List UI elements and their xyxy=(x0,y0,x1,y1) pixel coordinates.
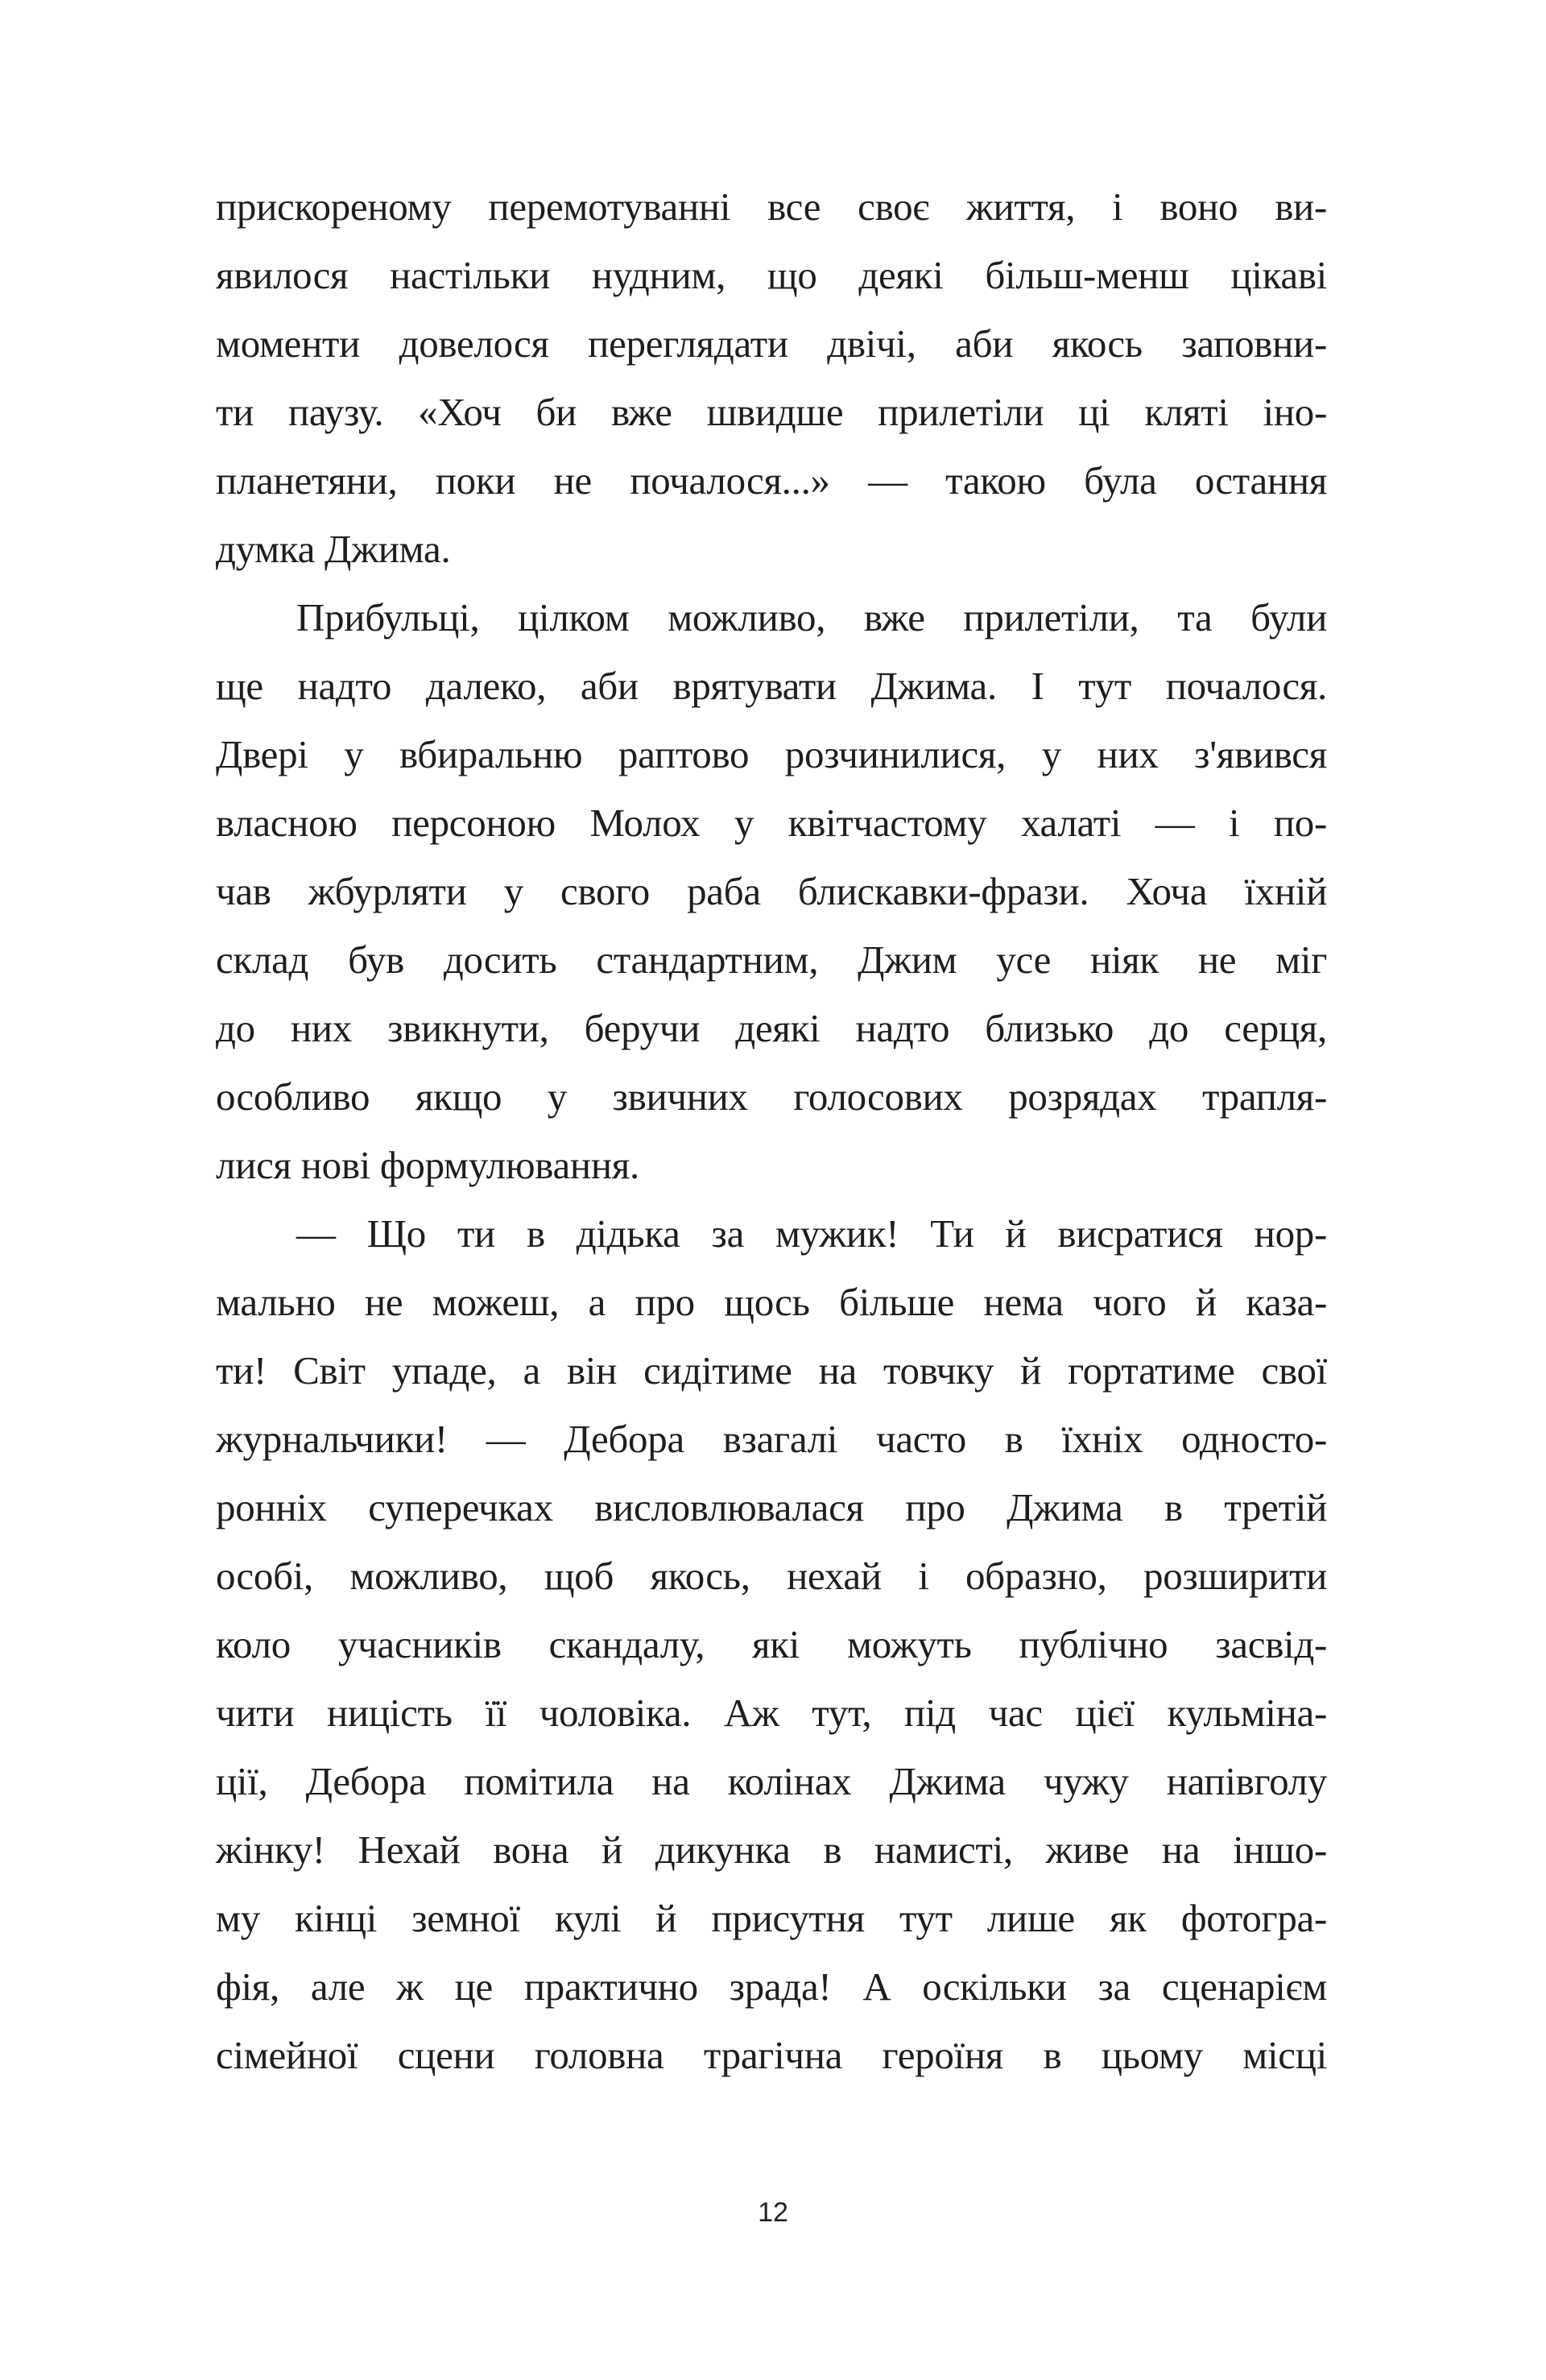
text-line: жінку! Нехай вона й дикунка в намисті, живе на іншо- xyxy=(216,1827,1327,1872)
text-line: ції, Дебора помітила на колінах Джима чужу напівголу xyxy=(216,1759,1327,1803)
text-line: мально не можеш, а про щось більше нема чого й каза- xyxy=(216,1280,1327,1324)
text-line: ще надто далеко, аби врятувати Джима. І тут почалося. xyxy=(216,664,1327,708)
text-line: — Що ти в дідька за мужик! Ти й висратися нор- xyxy=(296,1211,1327,1256)
text-line: думка Джима. xyxy=(216,527,451,571)
text-line: ти! Світ упаде, а він сидітиме на товчку й гортатиме свої xyxy=(216,1348,1327,1393)
text-line: прискореному перемотуванні все своє життя, і воно ви- xyxy=(216,184,1327,229)
text-line: му кінці земної кулі й присутня тут лише як фотогра- xyxy=(216,1896,1327,1940)
text-line: коло учасників скандалу, які можуть публічно засвід- xyxy=(216,1622,1327,1666)
text-line: ти паузу. «Хоч би вже швидше прилетіли ці кляті іно- xyxy=(216,390,1327,434)
paragraph xyxy=(216,583,1327,1199)
text-line: особі, можливо, щоб якось, нехай і образно, розширити xyxy=(216,1554,1327,1598)
paragraph xyxy=(216,172,1327,583)
text-line: журнальчики! — Дебора взагалі часто в їхніх односто- xyxy=(216,1417,1327,1461)
text-line: чав жбурляти у свого раба блискавки-фрази. Хоча їхній xyxy=(216,869,1327,913)
text-line: особливо якщо у звичних голосових розрядах трапля- xyxy=(216,1074,1327,1119)
text-line: явилося настільки нудним, що деякі більш-менш цікаві xyxy=(216,253,1327,297)
text-line: планетяни, поки не почалося...» — такою була остання xyxy=(216,458,1327,503)
text-line: лися нові формулювання. xyxy=(216,1143,639,1187)
paragraph xyxy=(216,1199,1327,2089)
text-line: Прибульці, цілком можливо, вже прилетіли, та були xyxy=(296,595,1327,639)
text-line: власною персоною Молох у квітчастому халаті — і по- xyxy=(216,801,1327,845)
text-line: склад був досить стандартним, Джим усе ніяк не міг xyxy=(216,938,1327,982)
body-text xyxy=(216,172,1327,2089)
text-line: Двері у вбиральню раптово розчинилися, у них з'явився xyxy=(216,732,1327,776)
text-line: ронніх суперечках висловлювалася про Джима в третій xyxy=(216,1485,1327,1529)
text-line: сімейної сцени головна трагічна героїня в цьому місці xyxy=(216,2033,1327,2077)
text-line: моменти довелося переглядати двічі, аби якось заповни- xyxy=(216,321,1327,366)
page-number: 12 xyxy=(758,2197,788,2228)
text-line: фія, але ж це практично зрада! А оскільки за сценарієм xyxy=(216,1964,1327,2009)
text-line: до них звикнути, беручи деякі надто близько до серця, xyxy=(216,1006,1327,1050)
text-line: чити ницість її чоловіка. Аж тут, під час цієї кульміна- xyxy=(216,1691,1327,1735)
